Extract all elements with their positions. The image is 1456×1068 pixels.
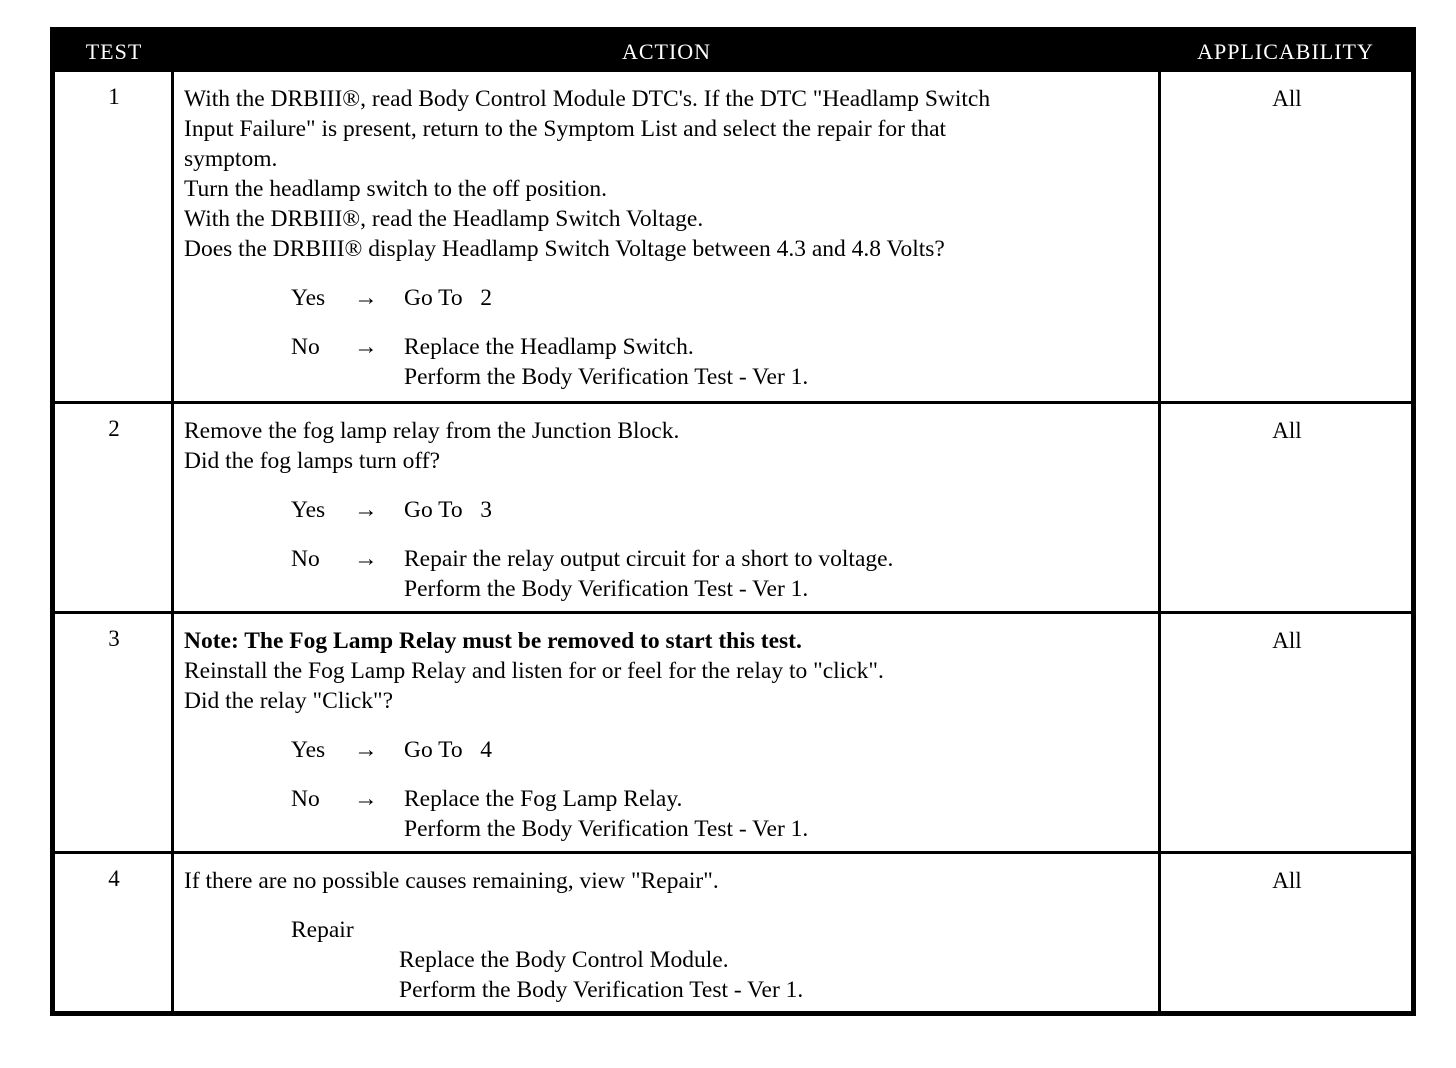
repair-block [184, 915, 1154, 1005]
yes-branch [184, 735, 1154, 765]
applicability-value: All [1272, 86, 1302, 111]
no-branch [184, 332, 1154, 392]
action-line: Did the fog lamps turn off? [184, 448, 441, 474]
note-text: Note: The Fog Lamp Relay must be removed to start this test. [184, 628, 802, 654]
repair-label: Repair [291, 917, 354, 943]
test-number: 3 [108, 626, 120, 651]
arrow-right-icon: → [354, 334, 378, 360]
yes-label: Yes [291, 497, 326, 523]
action-cell [184, 416, 1154, 604]
yes-label: Yes [291, 285, 326, 311]
action-line: Does the DRBIII® display Headlamp Switch Voltage between 4.3 and 4.8 Volts? [184, 236, 945, 262]
no-result-followup: Perform the Body Verification Test - Ver 1. [404, 364, 809, 390]
header-applicability: APPLICABILITY [1197, 39, 1374, 64]
action-line: symptom. [184, 146, 278, 172]
applicability-value: All [1272, 418, 1302, 443]
applicability-value: All [1272, 868, 1302, 893]
action-line: Did the relay "Click"? [184, 688, 394, 714]
test-number: 1 [108, 84, 120, 109]
no-result-followup: Perform the Body Verification Test - Ver 1. [404, 576, 809, 602]
action-line: With the DRBIII®, read the Headlamp Switch Voltage. [184, 206, 704, 232]
table-row [55, 854, 1411, 1011]
arrow-right-icon: → [354, 285, 378, 311]
table-row [55, 404, 1411, 611]
arrow-right-icon: → [354, 546, 378, 572]
action-cell [184, 866, 1154, 1005]
no-result-followup: Perform the Body Verification Test - Ver 1. [404, 816, 809, 842]
header-action: ACTION [621, 39, 712, 64]
no-result: Replace the Fog Lamp Relay. [404, 786, 683, 812]
yes-result: Go To 4 [404, 737, 493, 763]
yes-branch [184, 495, 1154, 525]
table-row [55, 614, 1411, 851]
yes-branch [184, 283, 1154, 313]
yes-label: Yes [291, 737, 326, 763]
no-result: Replace the Headlamp Switch. [404, 334, 694, 360]
action-cell [184, 626, 1154, 844]
action-line: If there are no possible causes remaining, view "Repair". [184, 868, 719, 894]
action-cell [184, 84, 1154, 392]
header-test: TEST [85, 39, 143, 64]
table-header [55, 32, 1411, 72]
action-line: With the DRBIII®, read Body Control Module DTC's. If the DTC "Headlamp Switch [184, 86, 991, 112]
repair-line: Perform the Body Verification Test - Ver 1. [399, 977, 804, 1003]
action-line: Remove the fog lamp relay from the Junction Block. [184, 418, 680, 444]
action-line: Input Failure" is present, return to the Symptom List and select the repair for that [184, 116, 947, 142]
no-label: No [291, 334, 320, 360]
table-row [55, 72, 1411, 402]
test-number: 2 [108, 416, 120, 441]
repair-line: Replace the Body Control Module. [399, 947, 729, 973]
action-line: Reinstall the Fog Lamp Relay and listen for or feel for the relay to "click". [184, 658, 884, 684]
test-number: 4 [108, 866, 120, 891]
arrow-right-icon: → [354, 737, 378, 763]
no-branch [184, 784, 1154, 844]
no-branch [184, 544, 1154, 604]
yes-result: Go To 3 [404, 497, 493, 523]
no-label: No [291, 786, 320, 812]
no-result: Repair the relay output circuit for a short to voltage. [404, 546, 894, 572]
no-label: No [291, 546, 320, 572]
applicability-value: All [1272, 628, 1302, 653]
diagnostic-table [50, 27, 1416, 1016]
arrow-right-icon: → [354, 786, 378, 812]
action-line: Turn the headlamp switch to the off position. [184, 176, 607, 202]
arrow-right-icon: → [354, 497, 378, 523]
yes-result: Go To 2 [404, 285, 493, 311]
